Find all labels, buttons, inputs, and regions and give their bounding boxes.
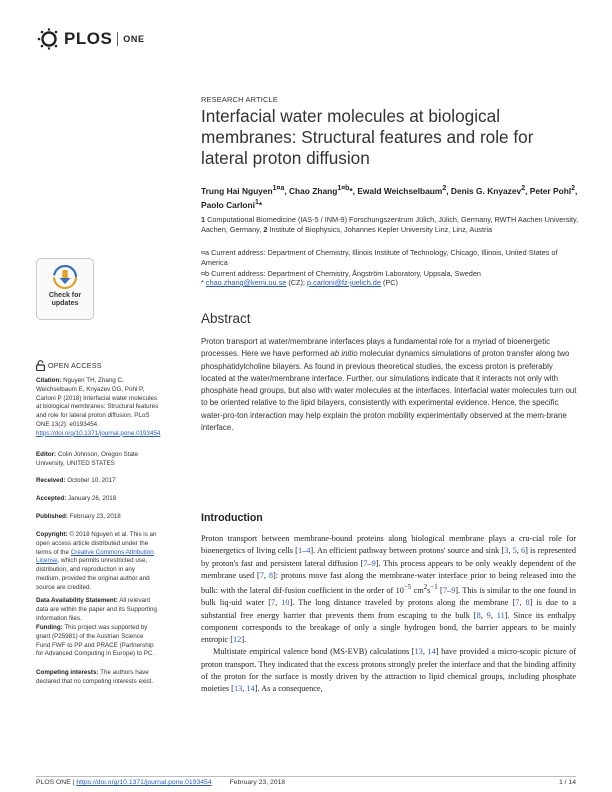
page-footer <box>36 779 576 786</box>
citation[interactable]: Citation: Nguyen TH, Zhang C, Weichselbaum E, Knyazev DG, Pohl P, Carloni P (2018) Interfacial water molecules at biological membranes: Structural features and role for lateral proton diffusion. PLoS ONE 13(2): e0193454. https://doi.org/10.1371/journal.pone.0193454 <box>36 377 161 437</box>
footer-doi-link[interactable]: https://doi.org/10.1371/journal.pone.0193454 <box>76 779 212 786</box>
badge-label: Check for updates <box>48 292 82 307</box>
current-addresses <box>201 248 579 279</box>
author-list: Trung Hai Nguyen$^{1¤a}$, Chao Zhang$^{1¤b}$*, Ewald Weichselbaum$^2$, Denis G. Knyazev$^2$, Peter Pohl$^2$, Paolo Carloni$^1$* <box>201 185 578 210</box>
competing-interests: Competing interests: The authors have declared that no competing interests exist. <box>36 669 154 685</box>
intro-paragraph-2[interactable]: Multistate empirical valence bond (MS-EVB) calculations [13, 14] have provided a micro-scopic picture of proton transport. They indicated that the excess protons strongly prefer the interface and that the binding affinity of the proton for the surface is mostly driven by the attraction to lipid chemical groups, including phosphate moieties [13, 14]. As a consequence, <box>201 647 576 694</box>
check-for-updates-icon <box>53 265 77 289</box>
footer-left <box>36 779 559 786</box>
open-access-label: OPEN ACCESS <box>48 361 102 370</box>
received-date: Received: October 10, 2017 <box>36 477 116 484</box>
footer-date: February 23, 2018 <box>229 779 286 786</box>
introduction-heading: Introduction <box>201 512 263 524</box>
published-date: Published: February 23, 2018 <box>36 513 121 520</box>
current-address-b: ¤b Current address: Department of Chemistry, Ångström Laboratory, Uppsala, Sweden <box>201 268 481 278</box>
check-for-updates-badge[interactable] <box>36 258 94 320</box>
logo-plos-text: PLOS <box>64 29 113 48</box>
funding: Funding: This project was supported by grant (P25981) of the Austrian Science Fund FWF to PP and PRACE (Partnership for Advanced Computing in Europe) to PC. <box>36 624 155 658</box>
page-number: 1 / 14 <box>558 779 576 786</box>
logo-divider <box>117 32 118 46</box>
abstract-text: Proton transport at water/membrane interfaces plays a fundamental role for a myriad of bioenergetic processes. Here we have performed ab initio molecular dynamics simulations of proton transfer along two phosphatidylcholine bilayers. As found in previous theoretical studies, the excess proton is preferably located at the water/membrane interface. Further, our simulations indicate that it interacts not only with phosphate head groups, but also with water molecules at the interfaces. Interfacial water molecules turn out to be oriented relative to the lipid bilayers, consistently with experimental evidence. Hence, the specific water-pro-ton interaction may help explain the proton mobility experimentally observed at the mem-brane interface. <box>201 337 577 433</box>
current-address-a: ¤a Current address: Department of Chemistry, Illinois Institute of Technology, Chicago, Illinois, United States of America <box>201 248 558 268</box>
corresponding-emails[interactable]: * chao.zhang@kemi.uu.se (CZ); p.carloni@fz-juelich.de (PC) <box>201 278 398 287</box>
footer-separator: | <box>70 779 77 786</box>
footer-journal: PLOS ONE <box>36 779 71 786</box>
abstract-heading: Abstract <box>201 311 251 326</box>
footer-divider <box>36 776 576 777</box>
article-type: RESEARCH ARTICLE <box>201 95 278 104</box>
plos-logo-icon <box>36 28 62 50</box>
data-availability: Data Availability Statement: All relevant data are within the paper and its Supporting Information files. <box>36 597 157 622</box>
logo-one-text: ONE <box>123 34 145 44</box>
copyright[interactable]: Copyright: © 2018 Nguyen et al. This is an open access article distributed under the terms of the Creative Commons Attribution License, which permits unrestricted use, distribution, and reproduction in any medium, provided the original author and source are credited. <box>36 531 157 591</box>
intro-paragraph-1[interactable]: Proton transport between membrane-bound proteins along biological membrane plays a cru-cial role for bioenergetics of living cells [1–4]. An efficient pathway between protons' source and sink [3, 5, 6] is represented by proton's fast and persistent lateral diffusion [7–9]. This process appears to be only weakly dependent of the membrane used [7, 8]: protons move fast along the membrane-water interface prior to being released into the bulk: with the lateral dif-fusion coefficient in the order of $10^{-5}$ $cm^2s^{-1}$ [7–9]. This is similar to the one found in bulk liq-uid water [7, 10]. The long distance traveled by protons along the membrane [7, 8] is due to a substantial free energy barrier that prevents them from escaping to the bulk [8, 9, 11]. Since its enthalpy component corresponds to the breakage of only a single hydrogen bond, the barrier appears to be mainly entropic [12]. <box>201 534 576 645</box>
accepted-date: Accepted: January 26, 2018 <box>36 495 117 502</box>
introduction-body <box>201 533 576 696</box>
affiliations: 1 Computational Biomedicine (IAS-5 / INM-9) Forschungszentrum Jülich, Jülich, Germany, RWTH Aachen University, Aachen, Germany, 2 Institute of Biophysics, Johannes Kepler University Linz, Linz, Austria <box>201 215 579 235</box>
open-access-marker <box>36 360 102 371</box>
article-title: Interfacial water molecules at biological membranes: Structural features and role for lateral proton diffusion <box>201 106 534 168</box>
plos-one-logo[interactable] <box>36 28 145 50</box>
editor: Editor: Colin Johnson, Oregon State University, UNITED STATES <box>36 451 139 467</box>
open-lock-icon <box>36 360 45 371</box>
